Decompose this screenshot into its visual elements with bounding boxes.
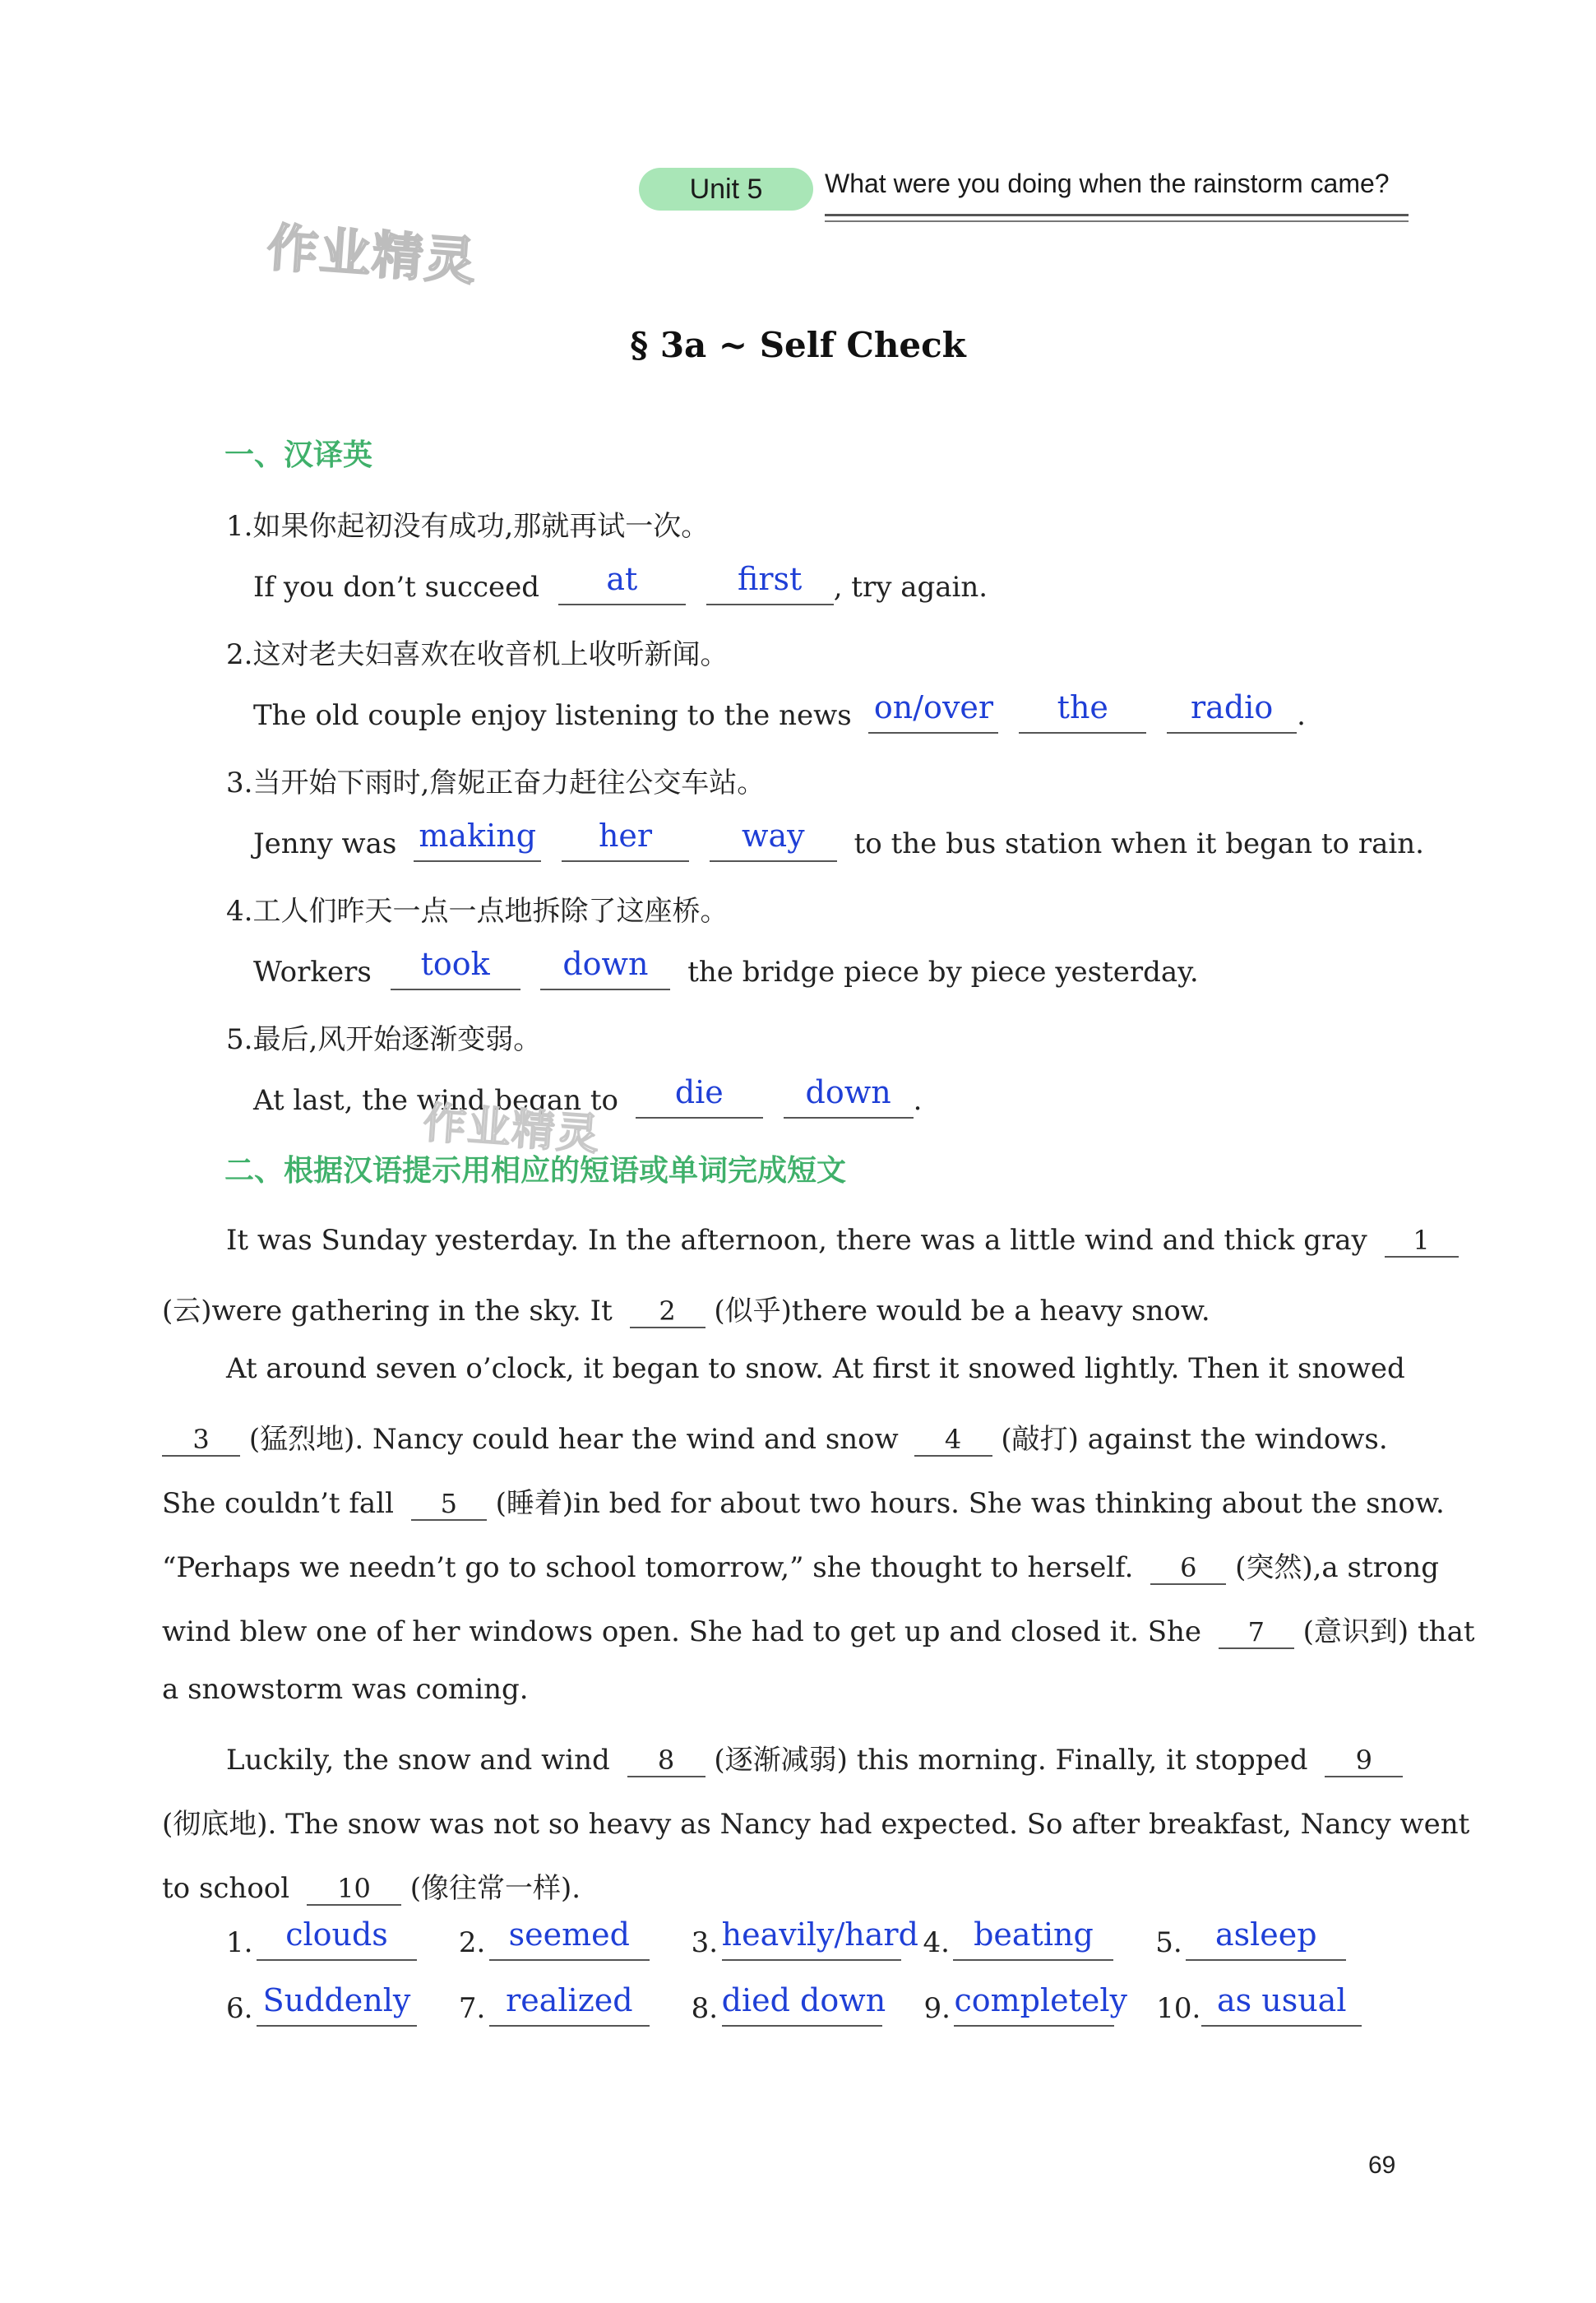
item3-post: to the bus station when it began to rain. — [854, 827, 1424, 860]
passage-text: (似乎)there would be a heavy snow. — [714, 1295, 1210, 1328]
blank-8: 8 — [627, 1745, 705, 1777]
answer-3: heavily/hard — [722, 1923, 901, 1961]
item1-chinese: 1.如果你起初没有成功,那就再试一次。 — [226, 510, 710, 543]
item5-pre: At last, the wind began to — [253, 1084, 618, 1117]
item1-answer-2: first — [706, 568, 834, 605]
blank-3: 3 — [162, 1424, 240, 1457]
blank-9: 9 — [1325, 1745, 1403, 1777]
item5-answer-2: down — [784, 1081, 914, 1119]
answer-6: Suddenly — [257, 1989, 417, 2027]
answer-number: 6. — [226, 1992, 253, 2025]
item4-post: the bridge piece by piece yesterday. — [687, 956, 1199, 989]
item3-english — [253, 818, 1424, 862]
passage-line — [162, 1609, 1475, 1649]
answer-5: asleep — [1186, 1923, 1346, 1961]
item1-pre: If you don’t succeed — [253, 571, 540, 604]
header-rule — [825, 214, 1409, 216]
passage-text: wind blew one of her windows open. She had to get up and closed it. She — [162, 1615, 1202, 1648]
item4-english — [253, 946, 1199, 990]
passage-text: (突然),a strong — [1235, 1551, 1439, 1584]
answer-number: 8. — [691, 1992, 719, 2025]
item3-answer-1: making — [414, 824, 541, 862]
header-rule-2 — [825, 220, 1409, 222]
item5-post: . — [913, 1084, 923, 1117]
answer-4: beating — [953, 1923, 1113, 1961]
answer-2: seemed — [489, 1923, 650, 1961]
passage-line: At around seven o’clock, it began to snow. At first it snowed lightly. Then it snowed — [226, 1352, 1405, 1385]
answer-number: 7. — [458, 1992, 486, 2025]
item2-pre: The old couple enjoy listening to the news — [253, 699, 852, 732]
passage-text: She couldn’t fall — [162, 1487, 394, 1520]
passage-line — [226, 1224, 1459, 1258]
answer-9: completely — [954, 1989, 1114, 2027]
passage-text: (敲打) against the windows. — [1001, 1423, 1388, 1456]
passage-line: a snowstorm was coming. — [162, 1673, 529, 1706]
part2-heading: 二、根据汉语提示用相应的短语或单词完成短文 — [224, 1154, 847, 1188]
blank-2: 2 — [630, 1295, 705, 1328]
passage-line: (彻底地). The snow was not so heavy as Nancy had expected. So after breakfast, Nancy went — [162, 1808, 1470, 1841]
answer-row-2 — [226, 1982, 1362, 2027]
blank-10: 10 — [307, 1873, 401, 1906]
passage-text: (意识到) that — [1302, 1615, 1475, 1648]
item5-answer-1: die — [636, 1081, 763, 1119]
passage-text: (云)were gathering in the sky. It — [162, 1295, 613, 1328]
passage-text: (猛烈地). Nancy could hear the wind and snow — [248, 1423, 899, 1456]
item4-answer-1: took — [391, 952, 520, 990]
passage-text: (逐渐减弱) this morning. Finally, it stopped — [714, 1744, 1308, 1777]
answer-number: 10. — [1156, 1992, 1201, 2025]
page-number: 69 — [1368, 2152, 1396, 2179]
item3-answer-2: her — [562, 824, 689, 862]
passage-text: (像往常一样). — [409, 1872, 581, 1905]
item3-pre: Jenny was — [253, 827, 397, 860]
answer-number: 2. — [458, 1926, 486, 1959]
answer-number: 9. — [923, 1992, 951, 2025]
passage-line — [162, 1416, 1388, 1457]
item1-english — [253, 561, 988, 605]
part1-heading: 一、汉译英 — [224, 438, 373, 472]
item1-post: , try again. — [833, 571, 988, 604]
passage-text: Luckily, the snow and wind — [226, 1744, 610, 1777]
item2-answer-2: the — [1019, 696, 1146, 734]
blank-6: 6 — [1150, 1552, 1226, 1585]
blank-5: 5 — [411, 1488, 487, 1521]
passage-text: It was Sunday yesterday. In the afternoon, there was a little wind and thick gray — [226, 1224, 1367, 1257]
answer-1: clouds — [257, 1923, 417, 1961]
passage-line — [162, 1288, 1210, 1328]
item2-answer-3: radio — [1167, 696, 1297, 734]
item4-chinese: 4.工人们昨天一点一点地拆除了这座桥。 — [226, 895, 729, 928]
item2-answer-1: on/over — [868, 696, 998, 734]
passage-text: to school — [162, 1872, 290, 1905]
passage-line — [162, 1545, 1439, 1585]
passage-line — [162, 1865, 581, 1906]
answer-7: realized — [489, 1989, 650, 2027]
item4-answer-2: down — [540, 952, 670, 990]
item3-answer-3: way — [710, 824, 837, 862]
unit-badge: Unit 5 — [639, 168, 813, 211]
passage-text: “Perhaps we needn’t go to school tomorrow,” she thought to herself. — [162, 1551, 1134, 1584]
blank-7: 7 — [1219, 1616, 1294, 1649]
item2-chinese: 2.这对老夫妇喜欢在收音机上收听新闻。 — [226, 638, 729, 671]
passage-line — [162, 1480, 1445, 1521]
blank-4: 4 — [914, 1424, 992, 1457]
blank-1: 1 — [1385, 1225, 1459, 1258]
item1-answer-1: at — [558, 568, 686, 605]
watermark-logo: 作业精灵 — [265, 217, 479, 292]
item4-pre: Workers — [253, 956, 372, 989]
item2-english — [253, 689, 1306, 734]
section-title: § 3a ~ Self Check — [630, 325, 966, 365]
item2-post: . — [1297, 699, 1306, 732]
answer-8: died down — [722, 1989, 882, 2027]
item3-chinese: 3.当开始下雨时,詹妮正奋力赶往公交车站。 — [226, 767, 766, 799]
passage-line — [226, 1737, 1403, 1777]
answer-10: as usual — [1201, 1989, 1362, 2027]
item5-chinese: 5.最后,风开始逐渐变弱。 — [226, 1023, 542, 1056]
unit-title: What were you doing when the rainstorm came? — [825, 169, 1390, 198]
answer-number: 3. — [691, 1926, 719, 1959]
passage-text: (睡着)in bed for about two hours. She was thinking about the snow. — [495, 1487, 1445, 1520]
watermark-logo-2: 作业精灵 — [421, 1098, 603, 1161]
answer-number: 4. — [923, 1926, 950, 1959]
answer-number: 1. — [226, 1926, 253, 1959]
answer-number: 5. — [1155, 1926, 1182, 1959]
answer-row-1 — [226, 1916, 1346, 1961]
